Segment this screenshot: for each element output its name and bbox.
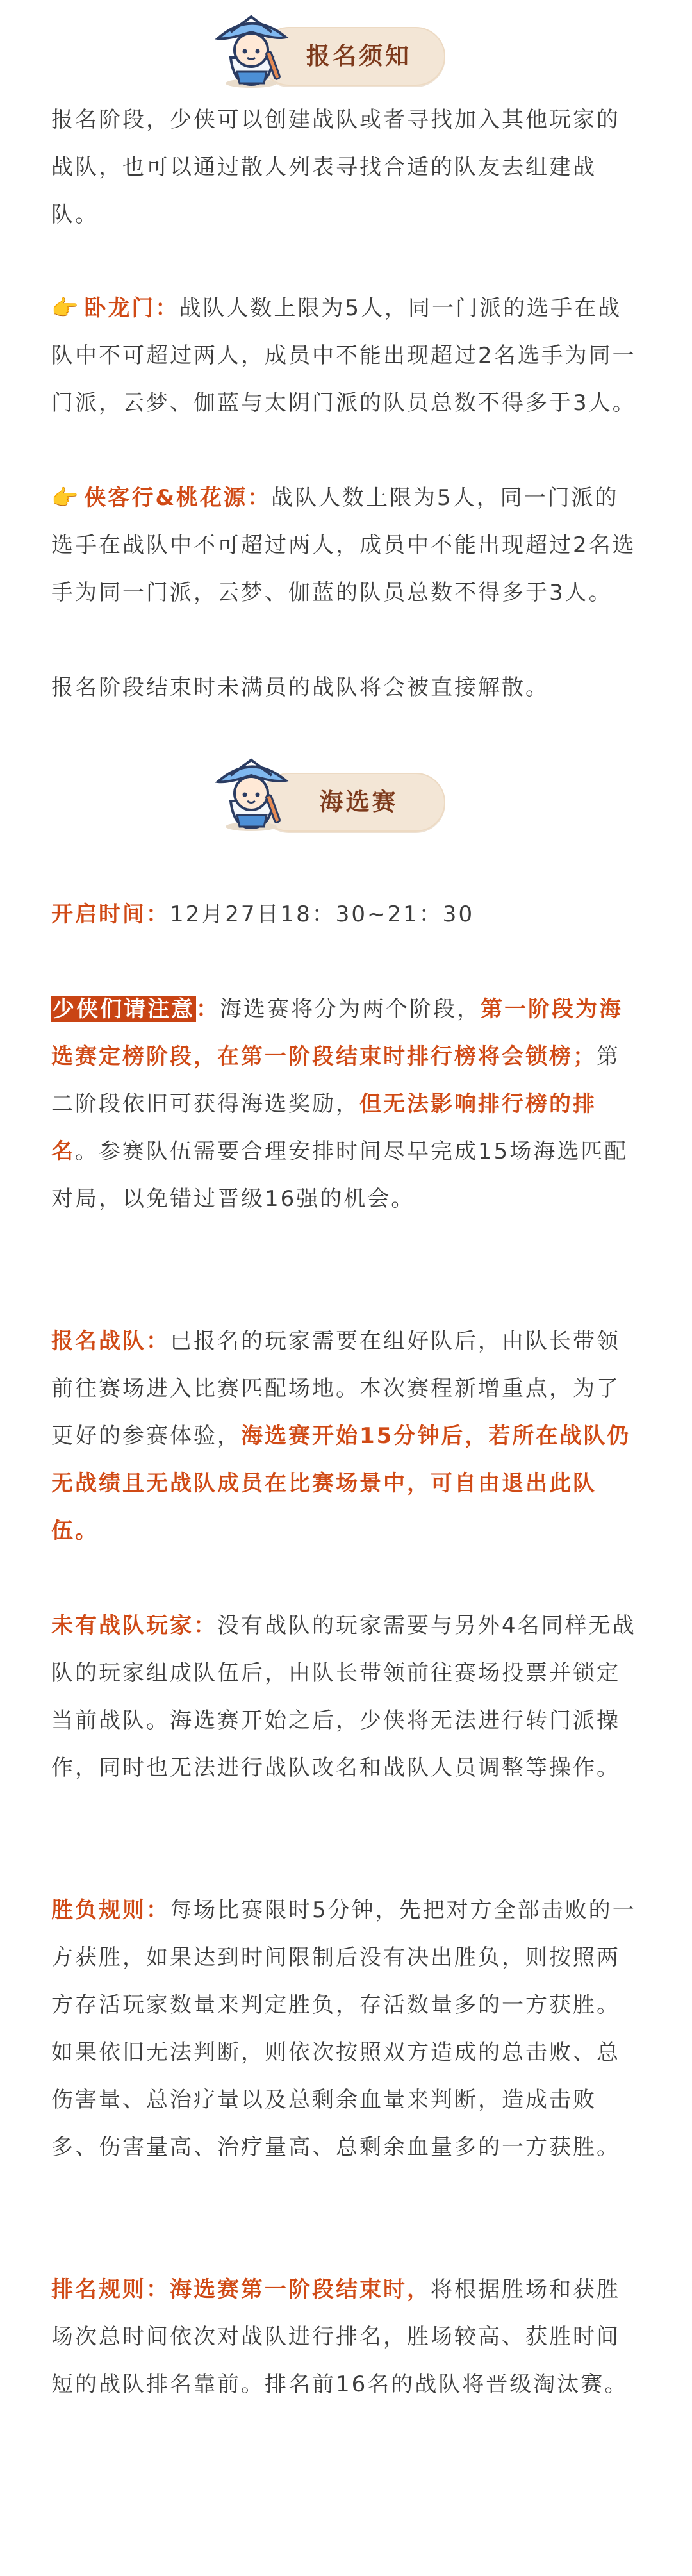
- rank-label: 排名规则：: [51, 2277, 170, 2302]
- audition-notice: 少侠们请注意：海选赛将分为两个阶段，第一阶段为海选赛定榜阶段，在第一阶段结束时排行榜将会锁榜；第二阶段依旧可获得海选奖励，但无法影响排行榜的排名。参赛队伍需要合理安排时间尽早完成15场海选匹配对局，以免错过晋级16强的机会。: [51, 996, 629, 1212]
- no-team-player-rule: 未有战队玩家：没有战队的玩家需要与另外4名同样无战队的玩家组成队伍后，由队长带领前往赛场投票并锁定当前战队。海选赛开始之后，少侠将无法进行转门派操作，同时也无法进行战队改名和战队人员调整等操作。: [51, 1613, 636, 1781]
- pointing-hand-icon: 👉: [51, 295, 81, 321]
- mascot-icon: [211, 13, 295, 90]
- rule-xiakexing-taohuayuan: [51, 474, 641, 616]
- rule-wolongmen: [51, 285, 641, 427]
- pointing-hand-icon: 👉: [51, 485, 81, 511]
- section-header-audition: [0, 750, 692, 839]
- win-lose-rule: 胜负规则：每场比赛限时5分钟，先把对方全部击败的一方获胜，如果达到时间限制后没有决出胜负，则按照两方存活玩家数量来判定胜负，存活数量多的一方获胜。如果依旧无法判断，则依次按照双方造成的总击败、总伤害量、总治疗量以及总剩余血量来判断，造成击败多、伤害量高、治疗量高、总剩余血量多的一方获胜。: [51, 1897, 636, 2160]
- ranking-rule: 排名规则：海选赛第一阶段结束时，将根据胜场和获胜场次总时间依次对战队进行排名，胜场较高、获胜时间短的战队排名靠前。排名前16名的战队将晋级淘汰赛。: [51, 2277, 629, 2397]
- registration-ending-note: 报名阶段结束时未满员的战队将会被直接解散。: [51, 675, 549, 700]
- team-label: 报名战队：: [51, 1328, 170, 1354]
- time-label: 开启时间：: [51, 902, 170, 927]
- notice-label: 少侠们请注意: [53, 996, 195, 1022]
- section-title: 报名须知: [306, 42, 411, 70]
- rule-text: 战队人数上限为5人，同一门派的选手在战队中不可超过两人，成员中不能出现超过2名选手为同一门派，云梦、伽蓝与太阴门派的队员总数不得多于3人。: [51, 295, 636, 416]
- rule-label: 侠客行&桃花源：: [84, 485, 271, 511]
- registered-team-rule: 报名战队：已报名的玩家需要在组好队后，由队长带领前往赛场进入比赛匹配场地。本次赛程新增重点，为了更好的参赛体验，海选赛开始15分钟后，若所在战队仍无战绩且无战队成员在比赛场景中，可自由退出此队伍。: [51, 1328, 631, 1544]
- section-title: 海选赛: [319, 788, 399, 816]
- registration-intro: 报名阶段，少侠可以创建战队或者寻找加入其他玩家的战队，也可以通过散人列表寻找合适的队友去组建战队。: [51, 107, 620, 227]
- time-value: 12月27日18：30~21：30: [170, 902, 475, 927]
- rule-label: 卧龙门：: [84, 295, 179, 321]
- audition-start-time: [51, 891, 641, 938]
- win-label: 胜负规则：: [51, 1897, 170, 1923]
- rule-text: 战队人数上限为5人，同一门派的选手在战队中不可超过两人，成员中不能出现超过2名选手为同一门派，云梦、伽蓝的队员总数不得多于3人。: [51, 485, 636, 606]
- section-header-registration: [0, 13, 692, 96]
- noteam-label: 未有战队玩家：: [51, 1613, 217, 1639]
- mascot-icon: [211, 756, 295, 833]
